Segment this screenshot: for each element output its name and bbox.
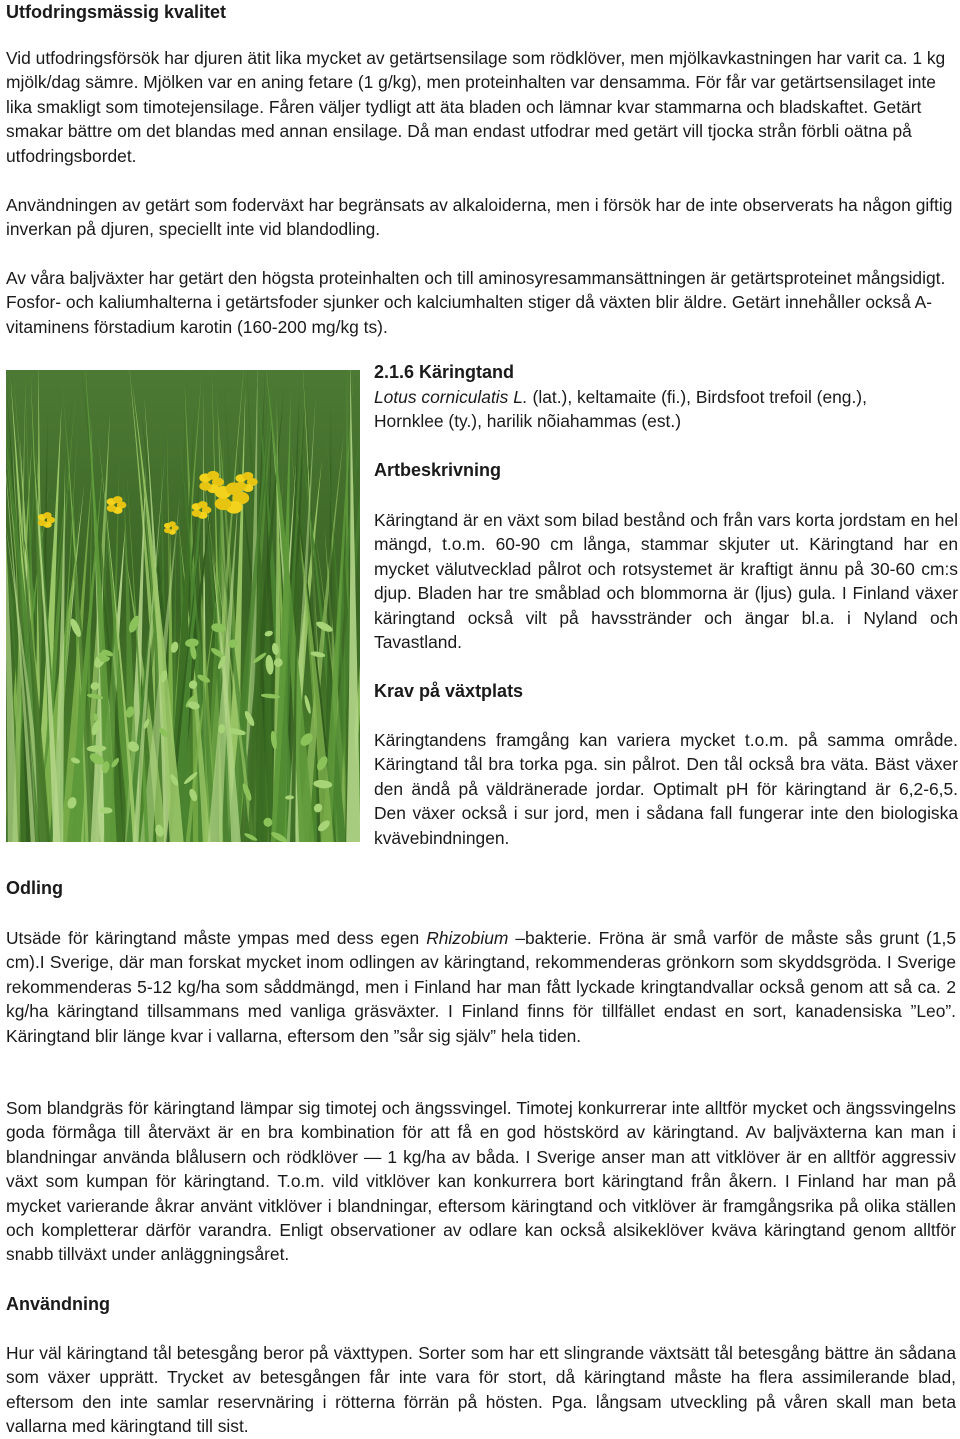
yellow-flower-petal: [164, 528, 171, 533]
common-names-line2: Hornklee (ty.), harilik nõiahammas (est.): [374, 411, 682, 432]
yellow-flower-petal: [207, 471, 219, 480]
species-names: [374, 385, 958, 434]
paragraph-utfodring-3: Av våra baljväxter har getärt den högsta proteinhalten och till aminosyresammansättningen är getärtsproteinet mångsidigt. Fosfor- och kaliumhalterna i getärtsfoder sjunker och kalciumhalten stiger då växten blir äldre. Getärt innehåller också A-vitaminens förstadium karotin (160-200 mg/kg ts).: [6, 268, 946, 337]
paragraph-artbeskrivning: Käringtand är en växt som bilad bestånd och från vars korta jordstam en hel mängd, t.o.m. 60-90 cm långa, stammar skjuter ut. Käringtand har en mycket välutvecklad pålrot och rotsystemet är kraftigt ännu på 30-60 cm:s djup. Bladen har tre småblad och blommorna är (ljus) gula. I Finland växer käringtand också vilt på havsstränder och ängar bl.a. i Nyland och Tavastland.: [374, 510, 958, 653]
paragraph-utfodring-2: Användningen av getärt som foderväxt har begränsats av alkaloiderna, men i försök har de inte observerats ha någon giftig inverkan på djuren, speciellt inte vid blandodling.: [6, 195, 953, 240]
plant-photo-drawing: [6, 370, 360, 842]
yellow-flower-petal: [43, 512, 51, 518]
paragraph-anvandning: Hur väl käringtand tål betesgång beror på växttypen. Sorter som har ett slingrande växtsätt tål betesgång bättre än sådana som växer upprätt. Trycket av betesgången får inte vara för stort, då käringtand måste ha flera assimilerande blad, eftersom den inte samlar reservnäring i rötterna förrän på hösten. Pga. långsam utveckling på våren skall man beta vallarna med käringtand till sist.: [6, 1343, 956, 1437]
yellow-flower-petal: [199, 482, 211, 491]
paragraph-utfodring-1: Vid utfodringsförsök har djuren ätit lika mycket av getärtsensilage som rödklöver, men mjölkavkastningen har varit ca. 1 kg mjölk/dag sämre. Mjölken var en aning fetare (1 g/kg), men proteinhalten var densamma. För får var getärtsensilaget inte lika smakligt som timotejensilage. Fåren väljer tydligt att äta bladen och lämnar kvar stammarna och bladskaftet. Getärt smakar bättre om det blandas med annan ensilage. Då man endast utfodrar med getärt vill tjocka strån förbli oätna på utfodringsbordet.: [6, 48, 946, 166]
heading-artbeskrivning: Artbeskrivning: [374, 460, 502, 480]
yellow-flower-petal: [192, 510, 202, 517]
section-heading-utfodring: Utfodringsmässig kvalitet: [6, 2, 227, 22]
yellow-flower-petal: [243, 472, 254, 480]
species-heading: 2.1.6 Käringtand: [374, 362, 515, 382]
yellow-flower-petal: [107, 505, 117, 512]
paragraph-krav: Käringtandens framgång kan variera mycket t.o.m. på samma område. Käringtand tål bra torka pga. sin pålrot. Den tål också bra väta. Bäst växer den ändå på väldränerade jordar. Optimalt pH för käringtand är 6,2-6,5. Den växer också i sur jord, men i sådana fall fungerar inte den biologiska kvävebindningen.: [374, 730, 958, 848]
rhizobium-term: Rhizobium: [426, 928, 509, 948]
paragraph-odling-2: Som blandgräs för käringtand lämpar sig timotej och ängssvingel. Timotej konkurrerar inte alltför mycket och ängssvingelns goda förmåga till återväxt är en bra kombination för att få en god höstskörd av käringtand. Av baljväxterna kan man i blandningar använda blålusern och rödklöver — 1 kg/ha av båda. I Sverige anser man att vitklöver är en alltför aggressiv växt som kumpan för käringtand. T.o.m. vild vitklöver kan konkurrera bort käringtand från åkern. I Finland har man på mycket varierande åkrar använt vitklöver i blandningar, eftersom käringtand och vitklöver är framgångsrika på olika ställen och kompletterar därför varandra. Enligt observationer av odlare kan också alsikeklöver kväva käringtand genom alltför snabb tillväxt under anläggningsåret.: [6, 1098, 956, 1265]
odling-text-b: –bakterie. Fröna är små varför de måste sås grunt (1,5 cm).I Sverige, där man forskat mycket inom odlingen av käringtand, rekommenderas grönkorn som skyddsgröda. I Sverige rekommenderas 5-12 kg/ha som såddmängd, men i Finland har man fått lyckade kringtandvallar också genom att så ca. 2 kg/ha käringtand tillsammans med vanliga gräsväxter. I Finland finns för tillfället endast en sort, kanadensiska ”Leo”. Käringtand blir länge kvar i vallarna, eftersom den ”sår sig själv” hela tiden.: [6, 928, 956, 1046]
yellow-flower-petal: [113, 496, 123, 503]
latin-name: Lotus corniculatis L.: [374, 387, 528, 407]
plant-photo: [6, 370, 360, 842]
yellow-flower-petal: [215, 497, 232, 510]
yellow-flower-petal: [198, 501, 208, 508]
yellow-flower-petal: [38, 520, 46, 526]
common-names-line1: (lat.), keltamaite (fi.), Birdsfoot trefoil (eng.),: [527, 387, 867, 407]
paragraph-odling-1: [6, 926, 956, 1048]
heading-odling: Odling: [6, 878, 63, 898]
odling-text-a: Utsäde för käringtand måste ympas med dess egen: [6, 928, 427, 948]
yellow-flower-petal: [236, 482, 247, 490]
yellow-flower-petal: [169, 521, 176, 526]
heading-anvandning: Användning: [6, 1294, 110, 1314]
heading-krav: Krav på växtplats: [374, 681, 524, 701]
